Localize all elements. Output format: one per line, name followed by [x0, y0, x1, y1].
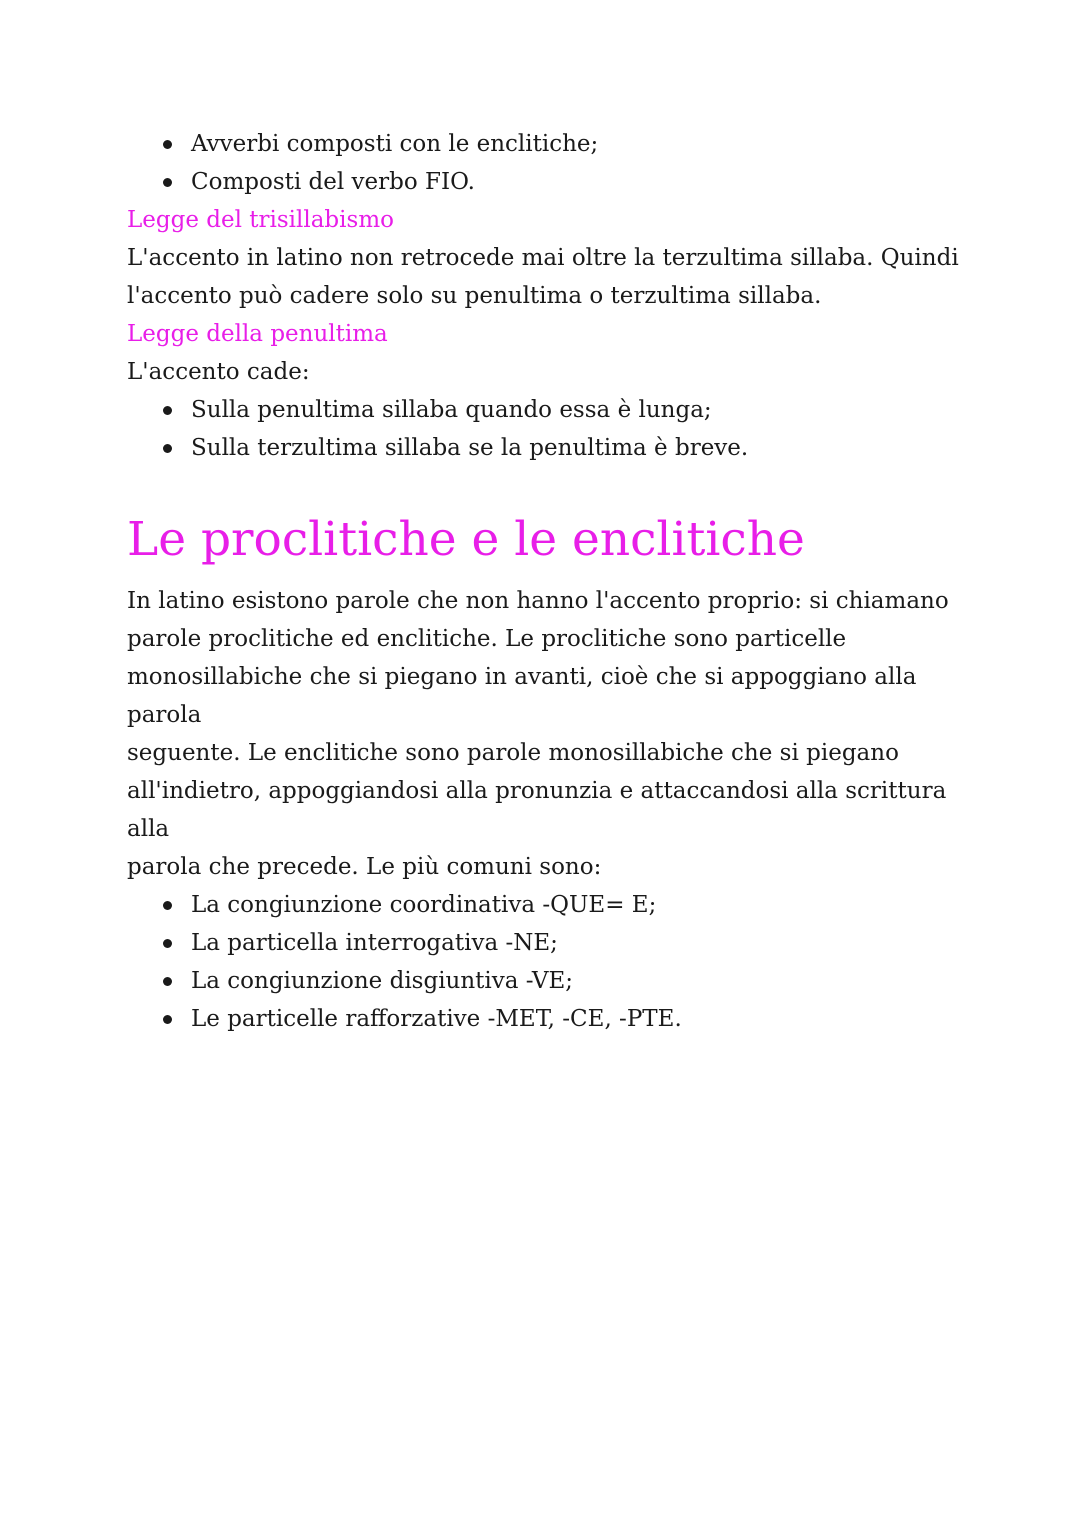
- trisillabismo-paragraph: [127, 239, 967, 315]
- list-item-text: La congiunzione disgiuntiva -VE;: [191, 968, 574, 994]
- list-item-text: Avverbi composti con le enclitiche;: [191, 131, 599, 157]
- penultima-intro: L'accento cade:: [127, 359, 310, 385]
- paragraph-line: In latino esistono parole che non hanno l'accento proprio: si chiamano: [127, 588, 949, 614]
- list-item: [127, 962, 967, 1000]
- paragraph-line: l'accento può cadere solo su penultima o terzultima sillaba.: [127, 283, 822, 309]
- penultima-bullet-list: [127, 391, 967, 467]
- paragraph-line: monosillabiche che si piegano in avanti, cioè che si appoggiano alla parola: [127, 664, 917, 728]
- bullet-icon: [163, 977, 172, 986]
- penultima-heading: Legge della penultima: [127, 321, 388, 347]
- paragraph-line: seguente. Le enclitiche sono parole monosillabiche che si piegano: [127, 740, 899, 766]
- list-item: [127, 924, 967, 962]
- paragraph-line: L'accento in latino non retrocede mai oltre la terzultima sillaba. Quindi: [127, 245, 959, 271]
- list-item-text: Composti del verbo FIO.: [191, 169, 475, 195]
- list-item: [127, 1000, 967, 1038]
- list-item-text: La congiunzione coordinativa -QUE= E;: [191, 892, 657, 918]
- bullet-icon: [163, 1015, 172, 1024]
- trisillabismo-heading: Legge del trisillabismo: [127, 207, 394, 233]
- bullet-icon: [163, 939, 172, 948]
- list-item: [127, 391, 967, 429]
- intro-bullet-list: [127, 125, 967, 201]
- bullet-icon: [163, 178, 172, 187]
- list-item-text: Sulla penultima sillaba quando essa è lunga;: [191, 397, 712, 423]
- proclitiche-paragraph: [127, 582, 967, 886]
- list-item: [127, 429, 967, 467]
- document-page: [127, 125, 967, 1038]
- list-item: [127, 125, 967, 163]
- list-item-text: Le particelle rafforzative -MET, -CE, -PTE.: [191, 1006, 682, 1032]
- list-item-text: Sulla terzultima sillaba se la penultima è breve.: [191, 435, 749, 461]
- list-item: [127, 886, 967, 924]
- paragraph-line: all'indietro, appoggiandosi alla pronunzia e attaccandosi alla scrittura alla: [127, 778, 947, 842]
- paragraph-line: parole proclitiche ed enclitiche. Le proclitiche sono particelle: [127, 626, 847, 652]
- proclitiche-heading: Le proclitiche e le enclitiche: [127, 512, 805, 567]
- bullet-icon: [163, 140, 172, 149]
- bullet-icon: [163, 901, 172, 910]
- proclitiche-bullet-list: [127, 886, 967, 1038]
- list-item: [127, 163, 967, 201]
- bullet-icon: [163, 444, 172, 453]
- paragraph-line: parola che precede. Le più comuni sono:: [127, 854, 602, 880]
- list-item-text: La particella interrogativa -NE;: [191, 930, 558, 956]
- bullet-icon: [163, 406, 172, 415]
